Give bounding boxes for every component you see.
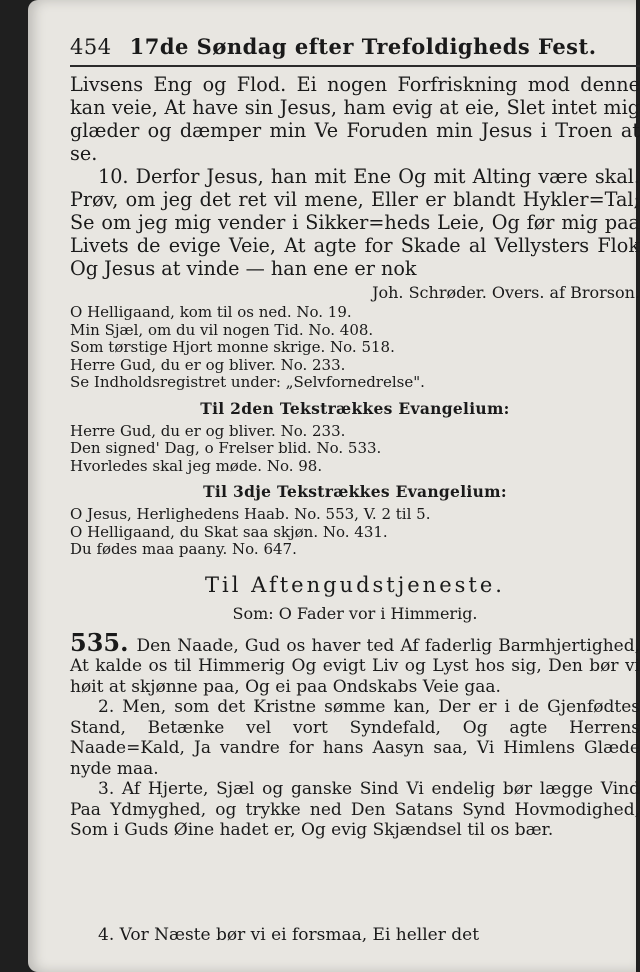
list-item: O Helligaand, kom til os ned. No. 19. xyxy=(70,303,352,321)
sub-heading-2nd: Til 2den Tekstrækkes Evangelium: xyxy=(200,398,510,418)
running-title: 17de Søndag efter Trefoldigheds Fest. xyxy=(129,34,597,59)
hymn-verse-2: 2. Men, som det Kristne sømme kan, Der er i de Gjenfødtes Stand, Betænke vel vort Syndefald, Og agte Herrens Naade=Kald, Ja vandre for hans Aasyn saa, Vi Himlens Glæde nyde maa. xyxy=(70,697,640,779)
list-item: Se Indholdsregistret under: „Selvfornedrelse". xyxy=(70,373,425,391)
list-item: Som tørstige Hjort monne skrige. No. 518. xyxy=(70,338,395,356)
hymn-number: 535. xyxy=(70,627,129,657)
attribution: Joh. Schrøder. Overs. af Brorson. xyxy=(372,283,640,302)
list-item: O Helligaand, du Skat saa skjøn. No. 431. xyxy=(70,522,388,541)
page-number: 454 xyxy=(70,35,112,59)
sub-heading-3rd: Til 3dje Tekstrækkes Evangelium: xyxy=(203,482,507,501)
hymn-verse-1-text: Den Naade, Gud os haver ted Af faderlig Barmhjertighed, At kalde os til Himmerig Og evigt Liv og Lyst hos sig, Den bør vi høit at skjønne paa, Og ei paa Ondskabs Veie gaa. xyxy=(70,635,640,697)
section-heading: Til Aftengudstjeneste. xyxy=(205,572,505,597)
book-page xyxy=(28,0,640,972)
list-item: Hvorledes skal jeg møde. No. 98. xyxy=(70,456,323,475)
page-content xyxy=(70,34,640,841)
hymn-verse-4: 4. Vor Næste bør vi ei forsmaa, Ei heller det xyxy=(98,925,480,945)
list-item: Min Sjæl, om du vil nogen Tid. No. 408. xyxy=(70,320,374,339)
list-item: Herre Gud, du er og bliver. No. 233. xyxy=(70,355,346,374)
melody-line: Som: O Fader vor i Himmerig. xyxy=(232,603,478,623)
ref-list-main xyxy=(70,304,640,392)
ref-list-3rd xyxy=(70,506,640,559)
ref-list-2nd xyxy=(70,423,640,476)
hymn-verse-3: 3. Af Hjerte, Sjæl og ganske Sind Vi endelig bør lægge Vind Paa Ydmyghed, og trykke ned Den Satans Synd Hovmodighed, Som i Guds Øine hadet er, Og evig Skjændsel til os bær. xyxy=(70,779,640,840)
verse-10: 10. Derfor Jesus, han mit Ene Og mit Alting være skal. Prøv, om jeg det ret vil mene, Eller er blandt Hykler=Tal; Se om jeg mig vender i Sikker=heds Leie, Og før mig paa Livets de evige Veie, At agte for Skade al Vellysters Flok Og Jesus at vinde — han ene er nok xyxy=(70,165,640,280)
page-header xyxy=(70,34,640,67)
top-paragraph: Livsens Eng og Flod. Ei nogen Forfriskning mod denne kan veie, At have sin Jesus, ham evig at eie, Slet intet mig glæder og dæmper min Ve Foruden min Jesus i Troen at se. xyxy=(70,73,640,165)
list-item: Du fødes maa paany. No. 647. xyxy=(70,540,297,558)
list-item: Herre Gud, du er og bliver. No. 233. xyxy=(70,421,346,440)
list-item: O Jesus, Herlighedens Haab. No. 553, V. 2 til 5. xyxy=(70,505,431,523)
hymn-verse-1 xyxy=(70,627,640,698)
list-item: Den signed' Dag, o Frelser blid. No. 533. xyxy=(70,439,382,457)
